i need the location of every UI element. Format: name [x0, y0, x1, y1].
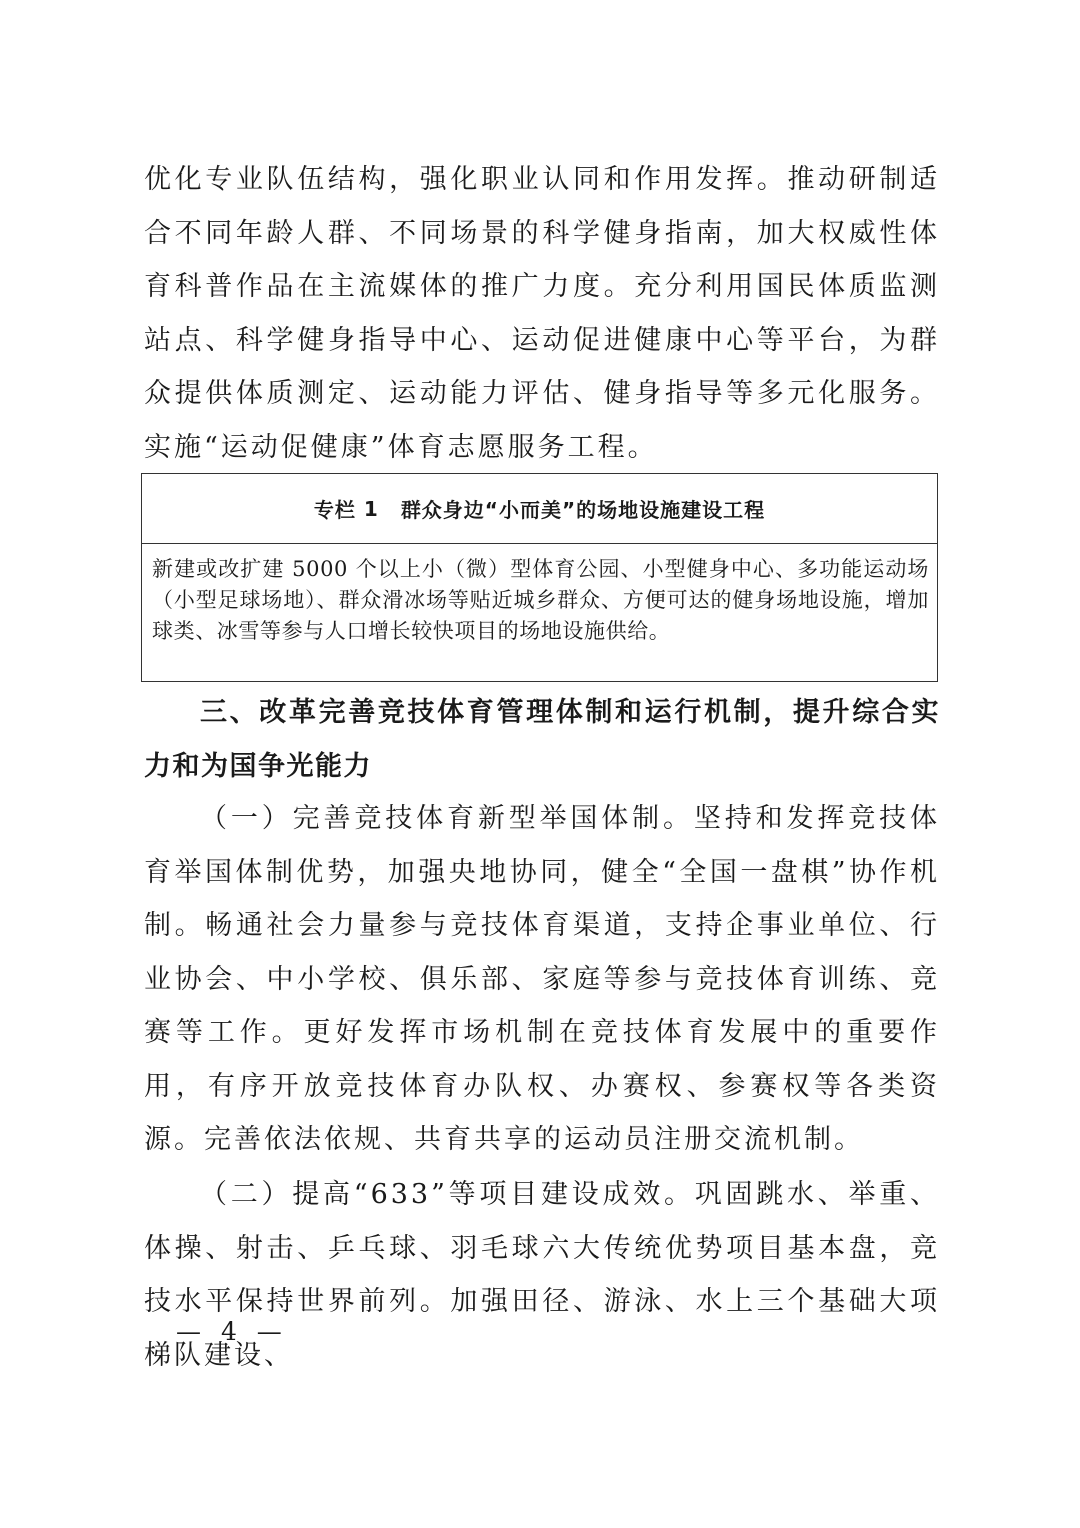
subsection-1 [144, 792, 940, 1167]
subsection-1-title: （一）完善竞技体育新型举国体制。 [200, 803, 694, 834]
section-heading: 三、改革完善竞技体育管理体制和运行机制，提升综合实力和为国争光能力 [144, 697, 940, 782]
column-box-body: 新建或改扩建 5000 个以上小（微）型体育公园、小型健身中心、多功能运动场（小型足球场地）、群众滑冰场等贴近城乡群众、方便可达的健身场地设施，增加球类、冰雪等参与人口增长较快项目的场地设施供给。 [152, 557, 929, 643]
column-box-title: 群众身边“小而美”的场地设施建设工程 [400, 498, 766, 522]
column-box-label: 专栏 [313, 498, 356, 522]
column-box-number: 1 [363, 496, 379, 521]
subsection-2-text: 巩固跳水、举重、体操、射击、乒乓球、羽毛球六大传统优势项目基本盘，竞技水平保持世界前列。加强田径、游泳、水上三个基础大项梯队建设、 [144, 1179, 941, 1371]
intro-paragraph: 优化专业队伍结构，强化职业认同和作用发挥。推动研制适合不同年龄人群、不同场景的科学健身指南，加大权威性体育科普作品在主流媒体的推广力度。充分利用国民体质监测站点、科学健身指导中心、运动促进健康中心等平台，为群众提供体质测定、运动能力评估、健身指导等多元化服务。实施“运动促健康”体育志愿服务工程。 [144, 164, 940, 463]
subsection-2-title: （二）提高“633”等项目建设成效。 [200, 1179, 695, 1210]
subsection-2 [144, 1168, 940, 1382]
page-number: — 4 — [176, 1317, 288, 1346]
column-box-title-row [142, 474, 937, 544]
column-box [141, 473, 938, 682]
subsection-1-text: 坚持和发挥竞技体育举国体制优势，加强央地协同，健全“全国一盘棋”协作机制。畅通社会力量参与竞技体育渠道，支持企事业单位、行业协会、中小学校、俱乐部、家庭等参与竞技体育训练、竞赛等工作。更好发挥市场机制在竞技体育发展中的重要作用，有序开放竞技体育办队权、办赛权、参赛权等各类资源。完善依法依规、共育共享的运动员注册交流机制。 [144, 803, 941, 1155]
